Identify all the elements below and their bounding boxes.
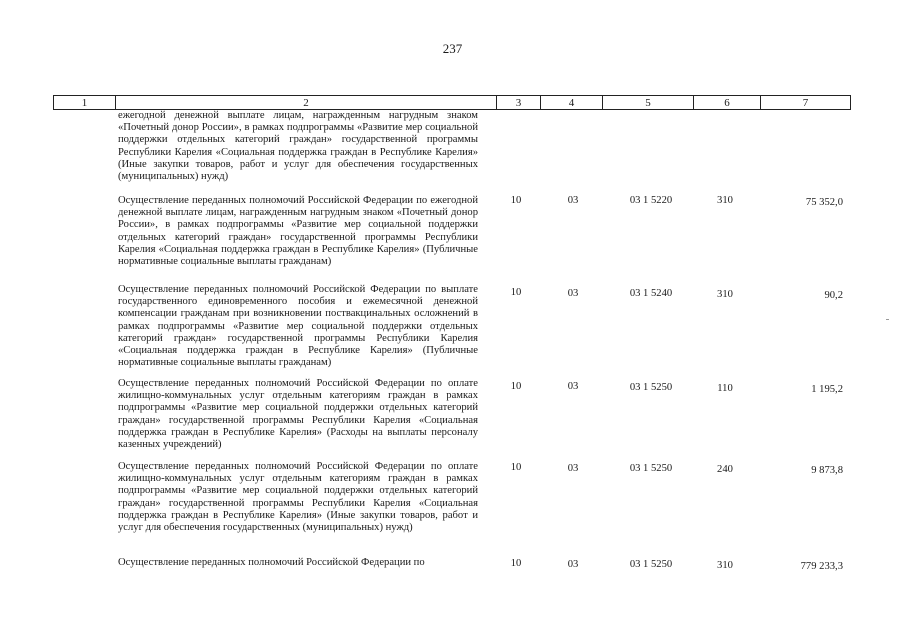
col-header-3: 3 [497, 96, 541, 110]
row-csr: 03 1 5250 [629, 463, 673, 474]
page-number: 237 [442, 41, 463, 56]
row-name: Осуществление переданных полномочий Российской Федерации по ежегодной денежной выплате лицам, награжденным нагрудным знаком «Почетный донор России», в рамках подпрограммы «Развитие мер социальной поддержки отдельных категорий граждан» государственной программы Республики Карелия «Социальная поддержка граждан в Республике Карелия» (Публичные нормативные социальные выплаты гражданам) [118, 195, 478, 268]
row-sum: 75 352,0 [805, 197, 843, 208]
row-vr: 310 [717, 289, 733, 300]
column-header-row [54, 96, 851, 110]
row-podrazdel: 03 [567, 195, 579, 206]
row-razdel: 10 [510, 381, 522, 392]
col-header-5: 5 [603, 96, 694, 110]
row-csr: 03 1 5220 [629, 195, 673, 206]
row-csr: 03 1 5240 [629, 288, 673, 299]
row-podrazdel: 03 [567, 559, 579, 570]
scan-mark [886, 319, 889, 320]
col-header-2: 2 [116, 96, 497, 110]
row-podrazdel: 03 [567, 381, 579, 392]
col-header-1: 1 [54, 96, 116, 110]
row-vr: 110 [717, 383, 733, 394]
row-vr: 310 [717, 195, 733, 206]
row-razdel: 10 [510, 462, 522, 473]
row-vr: 240 [717, 464, 733, 475]
row-sum: 9 873,8 [811, 465, 843, 476]
row-csr: 03 1 5250 [629, 382, 673, 393]
continuation-text: ежегодной денежной выплате лицам, награжденным нагрудным знаком «Почетный донор России», в рамках подпрограммы «Развитие мер социальной поддержки отдельных категорий граждан» государственной программы Республики Карелия «Социальная поддержка граждан в Республике Карелия» (Иные закупки товаров, работ и услуг для обеспечения государственных (муниципальных) нужд) [118, 110, 478, 183]
row-sum: 779 233,3 [800, 561, 843, 572]
row-razdel: 10 [510, 195, 522, 206]
row-csr: 03 1 5250 [629, 559, 673, 570]
col-header-7: 7 [761, 96, 851, 110]
row-sum: 1 195,2 [811, 384, 843, 395]
col-header-6: 6 [694, 96, 761, 110]
row-podrazdel: 03 [567, 463, 579, 474]
row-razdel: 10 [510, 558, 522, 569]
row-name: Осуществление переданных полномочий Российской Федерации по оплате жилищно-коммунальных услуг отдельным категориям граждан в рамках подпрограммы «Развитие мер социальной поддержки отдельных категорий граждан» государственной программы Республики Карелия «Социальная поддержка граждан в Республике Карелия» (Иные закупки товаров, работ и услуг для обеспечения государственных (муниципальных) нужд) [118, 461, 478, 534]
column-header-table [53, 95, 851, 110]
row-name: Осуществление переданных полномочий Российской Федерации по оплате жилищно-коммунальных услуг отдельным категориям граждан в рамках подпрограммы «Развитие мер социальной поддержки отдельных категорий граждан» государственной программы Республики Карелия «Социальная поддержка граждан в Республике Карелия» (Расходы на выплаты персоналу казенных учреждений) [118, 378, 478, 451]
row-name: Осуществление переданных полномочий Российской Федерации по выплате государственного единовременного пособия и ежемесячной денежной компенсации гражданам при возникновении поствакцинальных осложнений в рамках подпрограммы «Развитие мер социальной поддержки отдельных категорий граждан» государственной программы Республики Карелия «Социальная поддержка граждан в Республике Карелия» (Публичные нормативные социальные выплаты гражданам) [118, 284, 478, 369]
row-sum: 90,2 [824, 290, 843, 301]
row-name: Осуществление переданных полномочий Российской Федерации по [118, 557, 425, 568]
row-vr: 310 [717, 560, 733, 571]
row-podrazdel: 03 [567, 288, 579, 299]
col-header-4: 4 [541, 96, 603, 110]
row-razdel: 10 [510, 287, 522, 298]
